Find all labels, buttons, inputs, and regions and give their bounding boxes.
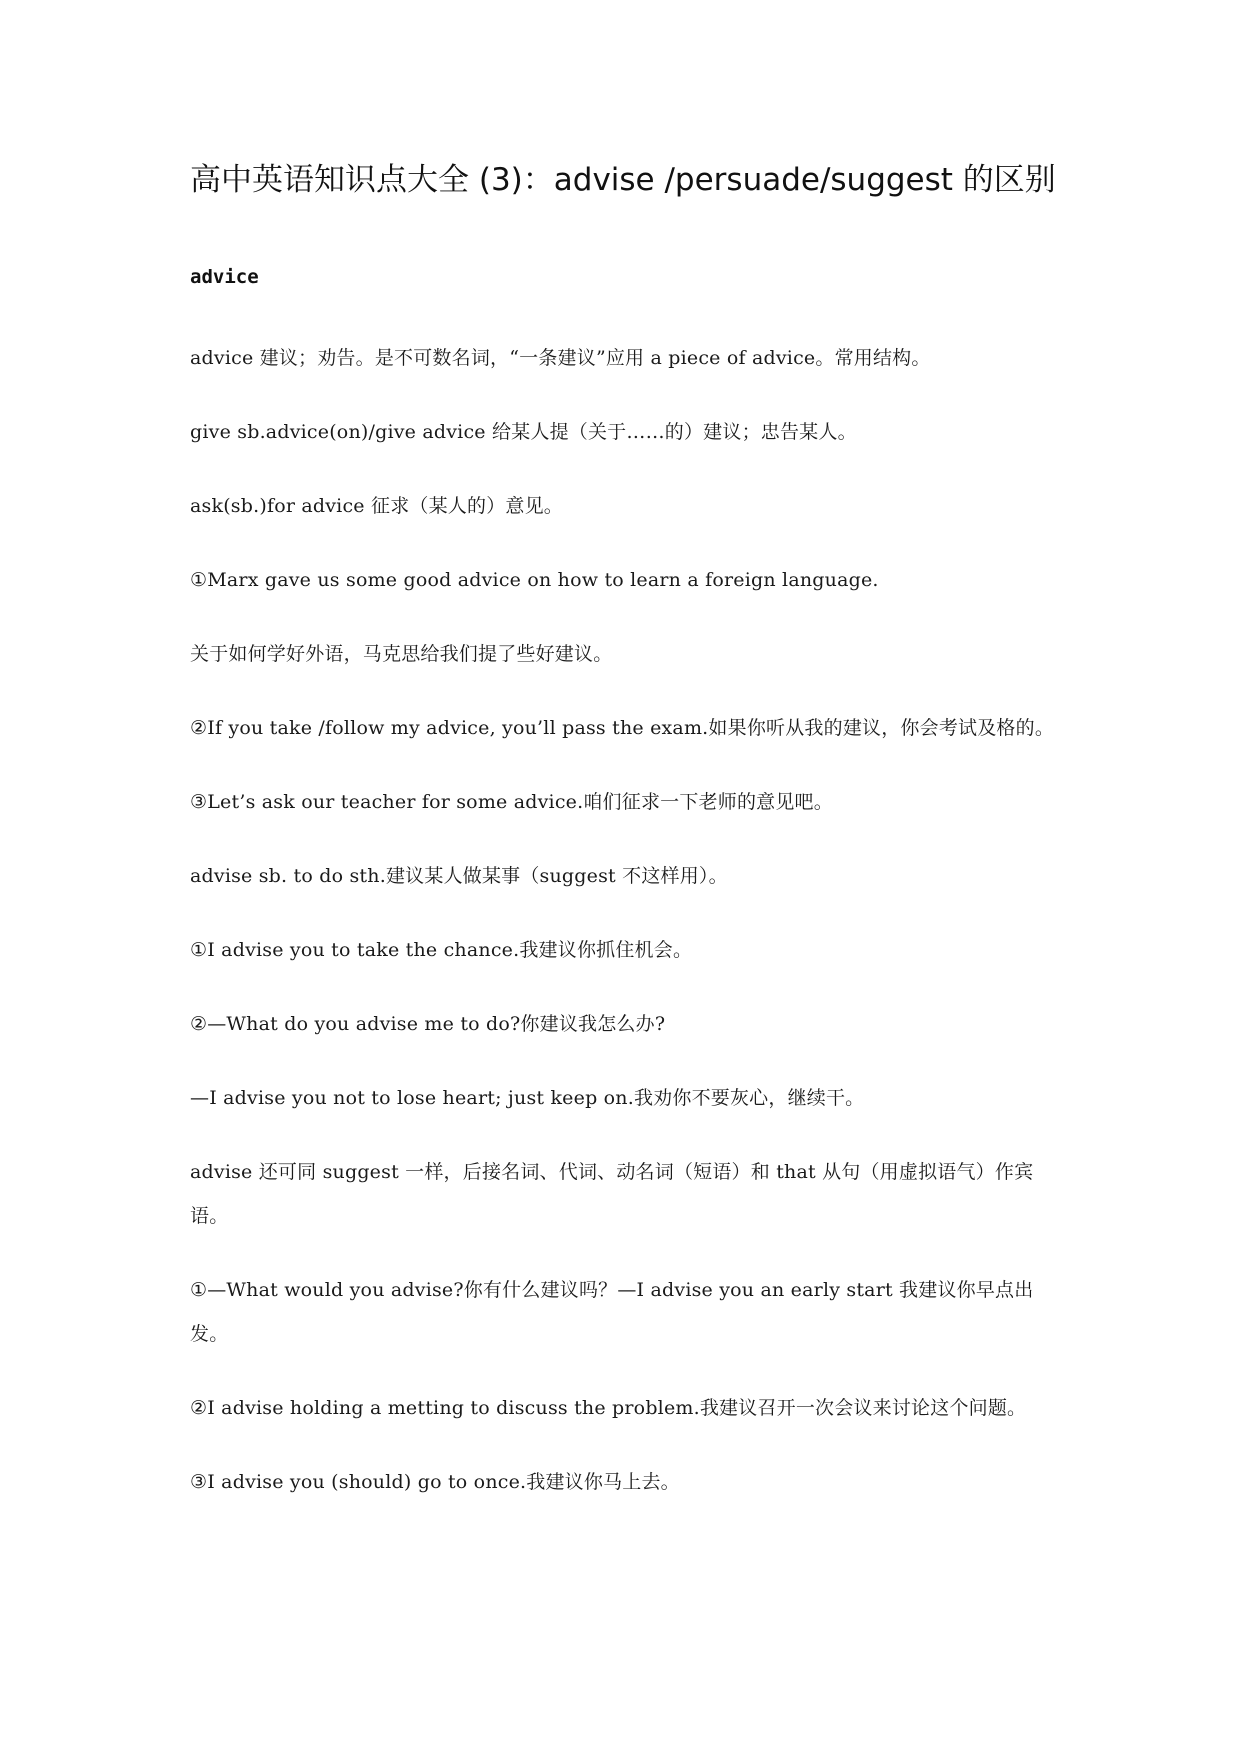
paragraph: ①—What would you advise?你有什么建议吗？—I advise you an early start 我建议你早点出发。 xyxy=(190,1279,1034,1345)
paragraph: give sb.advice(on)/give advice 给某人提（关于……的）建议；忠告某人。 xyxy=(190,421,857,443)
document-title: 高中英语知识点大全 (3)：advise /persuade/suggest 的区别 xyxy=(190,162,1056,198)
paragraph: ②I advise holding a metting to discuss the problem.我建议召开一次会议来讨论这个问题。 xyxy=(190,1397,1027,1419)
paragraph: ①Marx gave us some good advice on how to learn a foreign language. xyxy=(190,569,879,591)
paragraph: ②If you take /follow my advice, you’ll pass the exam.如果你听从我的建议，你会考试及格的。 xyxy=(190,717,1055,739)
section-heading: advice xyxy=(190,266,259,288)
paragraph: ②—What do you advise me to do?你建议我怎么办? xyxy=(190,1013,666,1035)
paragraph: advise sb. to do sth.建议某人做某事（suggest 不这样用）。 xyxy=(190,865,728,887)
paragraph: ③Let’s ask our teacher for some advice.咱们征求一下老师的意见吧。 xyxy=(190,791,833,813)
paragraph: ask(sb.)for advice 征求（某人的）意见。 xyxy=(190,495,563,517)
paragraph: advice 建议；劝告。是不可数名词，“一条建议”应用 a piece of advice。常用结构。 xyxy=(190,347,931,369)
document-body xyxy=(190,262,1070,1534)
paragraph: —I advise you not to lose heart; just keep on.我劝你不要灰心，继续干。 xyxy=(190,1087,865,1109)
paragraph: 关于如何学好外语，马克思给我们提了些好建议。 xyxy=(190,643,613,665)
paragraph: ①I advise you to take the chance.我建议你抓住机会。 xyxy=(190,939,693,961)
paragraph: advise 还可同 suggest 一样，后接名词、代词、动名词（短语）和 that 从句（用虚拟语气）作宾语。 xyxy=(190,1161,1034,1227)
paragraph: ③I advise you (should) go to once.我建议你马上去。 xyxy=(190,1471,680,1493)
